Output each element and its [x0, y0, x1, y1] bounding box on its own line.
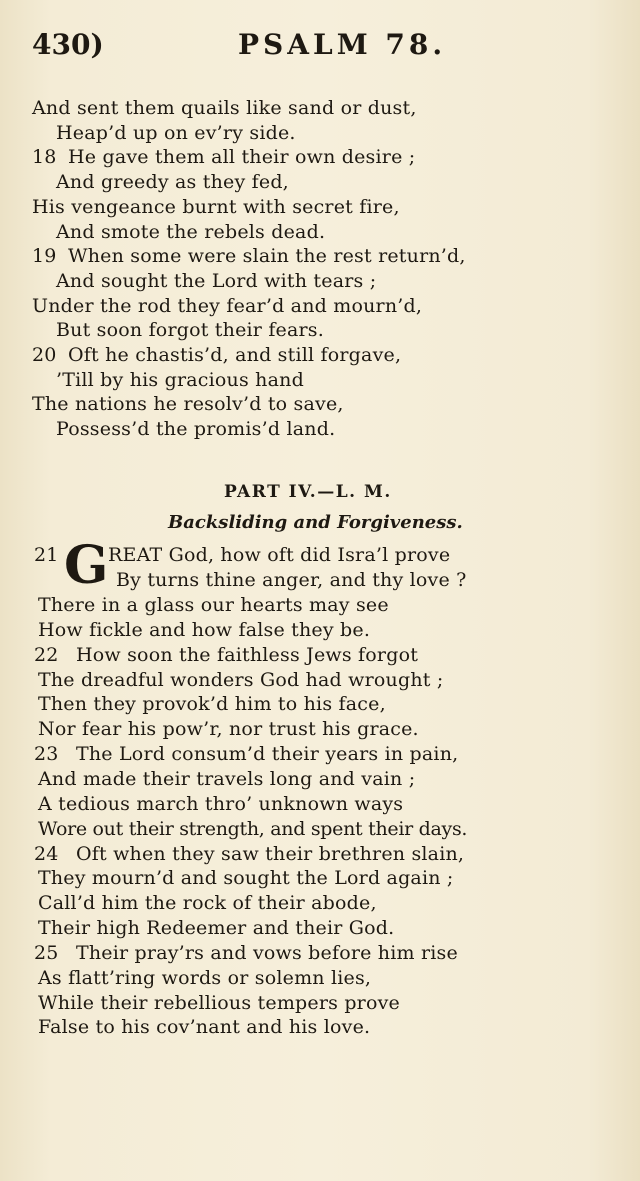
verse-line: Oft he chastis’d, and still forgave,	[68, 344, 402, 366]
verse-line: Oft when they saw their brethren slain,	[76, 842, 465, 865]
verse-line: As flatt’ring words or solemn lies,	[38, 966, 372, 989]
verse-line: Their pray’rs and vows before him rise	[76, 941, 458, 964]
verse-number: 20	[32, 344, 57, 366]
verse-line: Wore out their strength, and spent their days.	[38, 817, 468, 840]
verse-line: And smote the rebels dead.	[56, 220, 326, 243]
drop-cap-letter: G	[64, 535, 109, 596]
verse-line: How soon the faithless Jews forgot	[76, 643, 419, 666]
second-line: By turns thine anger, and thy love ?	[116, 569, 467, 591]
part-heading: PART IV.—L. M.	[224, 482, 392, 502]
verse-line: The dreadful wonders God had wrought ;	[38, 668, 444, 691]
verse-line: But soon forgot their fears.	[56, 319, 325, 342]
page-number: 430)	[32, 28, 104, 61]
verse-number: 18	[32, 146, 57, 169]
verse-line: The Lord consum’d their years in pain,	[76, 743, 459, 766]
verse-number: 25	[34, 941, 59, 964]
verse-line: When some were slain the rest return’d,	[68, 245, 466, 268]
verse-line: How fickle and how false they be.	[38, 618, 371, 641]
verse-line: Possess’d the promis’d land.	[56, 418, 336, 441]
verse-line: While their rebellious tempers prove	[38, 991, 400, 1014]
verse-line: They mourn’d and sought the Lord again ;	[38, 867, 454, 890]
verse-line: A tedious march thro’ unknown ways	[38, 792, 404, 815]
verse-line: Their high Redeemer and their God.	[38, 917, 395, 940]
verse-line: Then they provok’d him to his face,	[38, 693, 386, 716]
verse-line: Heap’d up on ev’ry side.	[56, 121, 296, 144]
verse-line: And made their travels long and vain ;	[38, 767, 416, 790]
verse-number: 23	[34, 743, 59, 766]
verse-line: And greedy as they fed,	[56, 171, 289, 194]
page-header	[0, 28, 640, 68]
first-line-rest: REAT God, how oft did Isra’l prove	[108, 544, 451, 566]
running-title: PSALM 78.	[238, 28, 447, 61]
verse-number: 22	[34, 643, 59, 666]
verse-line: There in a glass our hearts may see	[38, 594, 389, 616]
verse-line: Under the rod they fear’d and mourn’d,	[32, 294, 423, 317]
part-subtitle: Backsliding and Forgiveness.	[168, 512, 463, 533]
verse-line: Nor fear his pow’r, nor trust his grace.	[38, 718, 419, 741]
verse-line: False to his cov’nant and his love.	[38, 1016, 371, 1039]
verse-line: Call’d him the rock of their abode,	[38, 892, 377, 915]
verse-line: And sought the Lord with tears ;	[56, 269, 377, 292]
verse-number: 19	[32, 245, 57, 268]
verse-line: And sent them quails like sand or dust,	[32, 97, 417, 119]
verse-line: ’Till by his gracious hand	[56, 368, 304, 391]
verse-line: His vengeance burnt with secret fire,	[32, 195, 400, 218]
verse-number: 24	[34, 842, 59, 865]
verse-line: The nations he resolv’d to save,	[32, 393, 344, 416]
verse-line: He gave them all their own desire ;	[68, 146, 416, 169]
verse-number-21: 21	[34, 544, 59, 566]
